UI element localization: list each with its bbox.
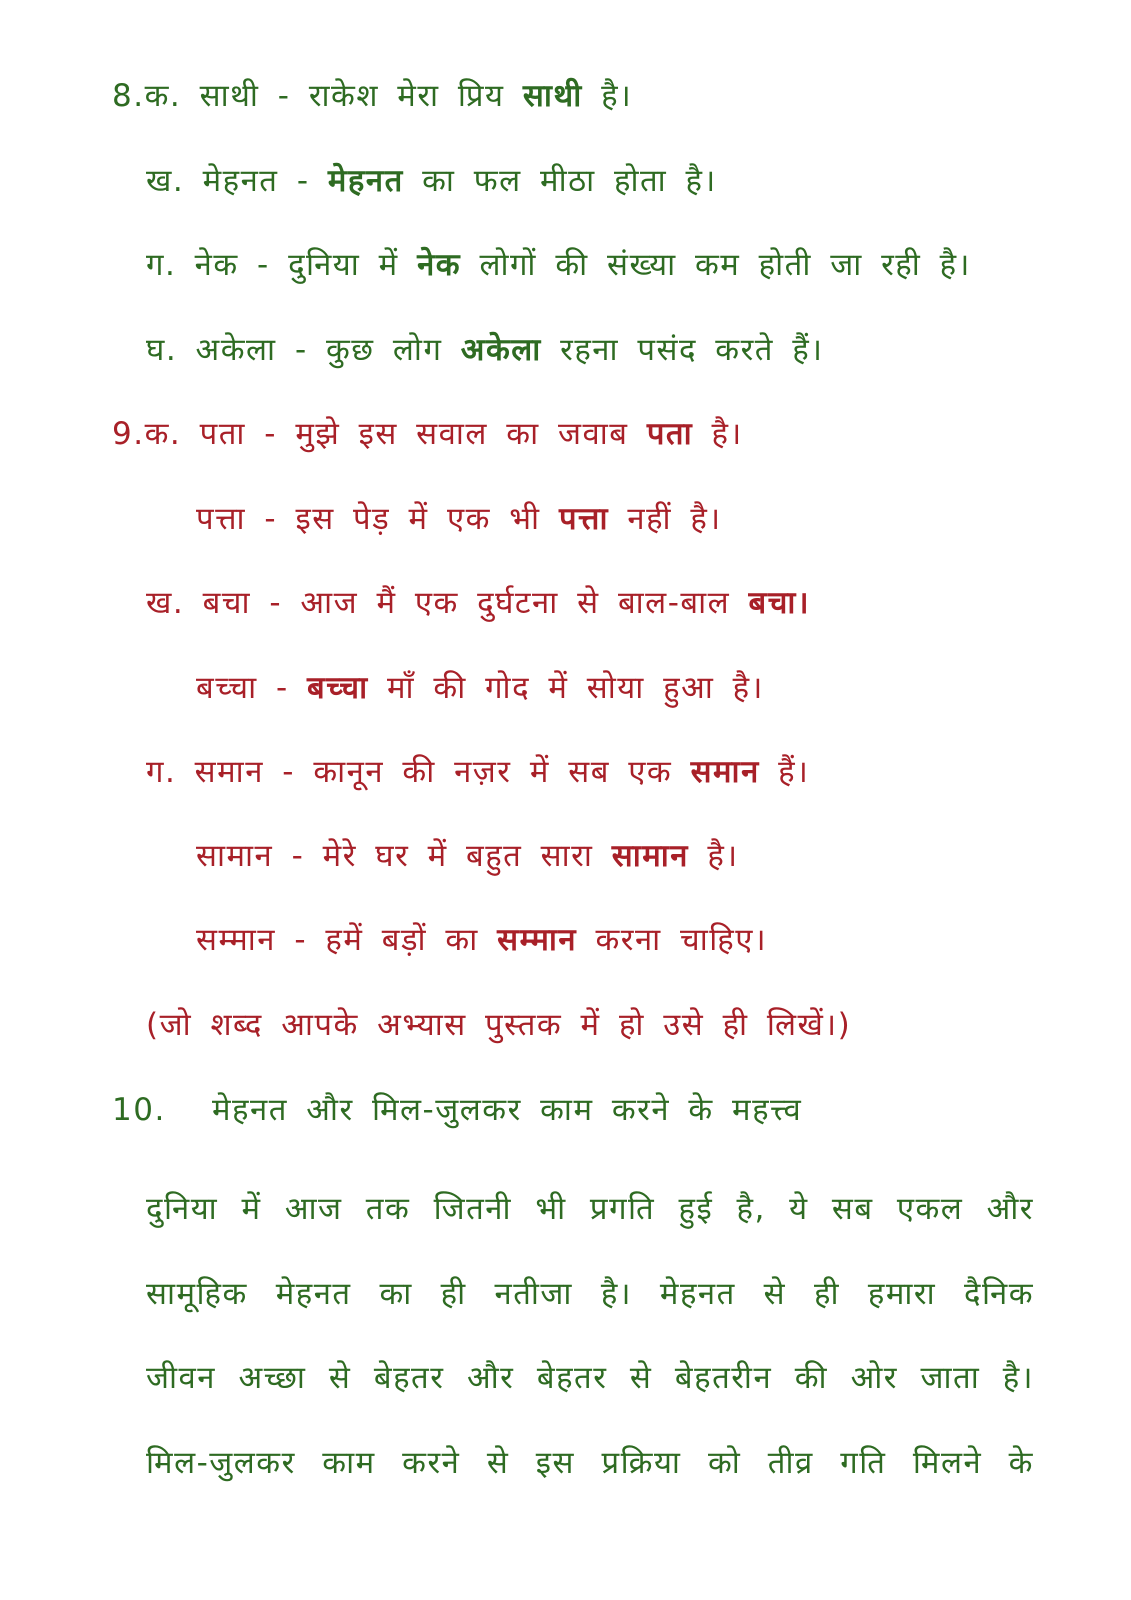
sentence-post: का फल मीठा होता है। xyxy=(422,163,717,199)
q9-item-b2: बच्चा - बच्चा माँ की गोद में सोया हुआ है। xyxy=(196,670,764,706)
highlighted-word: सम्मान xyxy=(497,922,578,958)
sentence-pre: हमें बड़ों का xyxy=(325,922,479,958)
word: सम्मान xyxy=(196,922,276,958)
highlighted-word: बचा। xyxy=(748,585,811,621)
highlighted-word: पत्ता xyxy=(558,501,609,537)
sentence-post: माँ की गोद में सोया हुआ है। xyxy=(386,670,764,706)
sentence-pre: कुछ लोग xyxy=(326,332,443,368)
word: अकेला xyxy=(195,332,277,368)
highlighted-word: बच्चा xyxy=(307,670,369,706)
q8-item-b: ख. मेहनत - मेहनत का फल मीठा होता है। xyxy=(146,163,717,199)
word: साथी xyxy=(199,78,260,114)
question-number: 8. xyxy=(112,78,145,114)
q8-item-a: 8.क. साथी - राकेश मेरा प्रिय साथी है। xyxy=(112,78,633,114)
highlighted-word: साथी xyxy=(522,78,583,114)
sentence-pre: कानून की नज़र में सब एक xyxy=(313,754,673,790)
sentence-pre: इस पेड़ में एक भी xyxy=(295,501,541,537)
sentence-pre: आज मैं एक दुर्घटना से बाल-बाल xyxy=(300,585,731,621)
essay-line: सामूहिक मेहनत का ही नतीजा है। मेहनत से ही हमारा दैनिक xyxy=(146,1276,1034,1312)
sentence-post: है। xyxy=(711,416,743,452)
highlighted-word: नेक xyxy=(417,247,462,283)
highlighted-word: अकेला xyxy=(460,332,542,368)
word: बच्चा xyxy=(196,670,258,706)
q9-item-b1: ख. बचा - आज मैं एक दुर्घटना से बाल-बाल बचा। xyxy=(146,585,811,621)
highlighted-word: मेहनत xyxy=(327,163,404,199)
word: समान xyxy=(194,754,264,790)
word: मेहनत xyxy=(202,163,279,199)
sentence-pre: राकेश मेरा प्रिय xyxy=(308,78,505,114)
sentence-post: हैं। xyxy=(778,754,810,790)
q9-note: (जो शब्द आपके अभ्यास पुस्तक में हो उसे ही लिखें।) xyxy=(146,1007,852,1043)
sentence-post: है। xyxy=(707,838,739,874)
word: सामान xyxy=(196,838,274,874)
highlighted-word: समान xyxy=(690,754,760,790)
essay-line: मिल-जुलकर काम करने से इस प्रक्रिया को तीव्र गति मिलने के xyxy=(146,1445,1034,1481)
q9-item-a2: पत्ता - इस पेड़ में एक भी पत्ता नहीं है। xyxy=(196,501,722,537)
essay-title: मेहनत और मिल-जुलकर काम करने के महत्त्व xyxy=(212,1092,803,1128)
sentence-post: रहना पसंद करते हैं। xyxy=(560,332,824,368)
q9-item-c3: सम्मान - हमें बड़ों का सम्मान करना चाहिए। xyxy=(196,922,768,958)
word: बचा xyxy=(202,585,251,621)
q9-item-c2: सामान - मेरे घर में बहुत सारा सामान है। xyxy=(196,838,739,874)
sentence-pre: मेरे घर में बहुत सारा xyxy=(322,838,594,874)
q8-item-c: ग. नेक - दुनिया में नेक लोगों की संख्या कम होती जा रही है। xyxy=(146,247,971,283)
question-number: 10. xyxy=(112,1092,166,1128)
sentence-pre: मुझे इस सवाल का जवाब xyxy=(295,416,629,452)
highlighted-word: सामान xyxy=(611,838,689,874)
sentence-post: करना चाहिए। xyxy=(595,922,768,958)
essay-line: जीवन अच्छा से बेहतर और बेहतर से बेहतरीन की ओर जाता है। xyxy=(146,1360,1034,1396)
q10-heading xyxy=(112,1088,802,1132)
sentence-post: लोगों की संख्या कम होती जा रही है। xyxy=(479,247,971,283)
highlighted-word: पता xyxy=(646,416,694,452)
essay-line: दुनिया में आज तक जितनी भी प्रगति हुई है, ये सब एकल और xyxy=(146,1191,1034,1227)
q8-item-d: घ. अकेला - कुछ लोग अकेला रहना पसंद करते हैं। xyxy=(146,332,824,368)
q9-item-a1: 9.क. पता - मुझे इस सवाल का जवाब पता है। xyxy=(112,416,743,452)
word: पता xyxy=(199,416,246,452)
question-number: 9. xyxy=(112,416,145,452)
word: नेक xyxy=(194,247,239,283)
word: पत्ता xyxy=(196,501,247,537)
sentence-post: है। xyxy=(601,78,633,114)
sentence-pre: दुनिया में xyxy=(288,247,399,283)
q9-item-c1: ग. समान - कानून की नज़र में सब एक समान हैं। xyxy=(146,754,810,790)
sentence-post: नहीं है। xyxy=(627,501,722,537)
